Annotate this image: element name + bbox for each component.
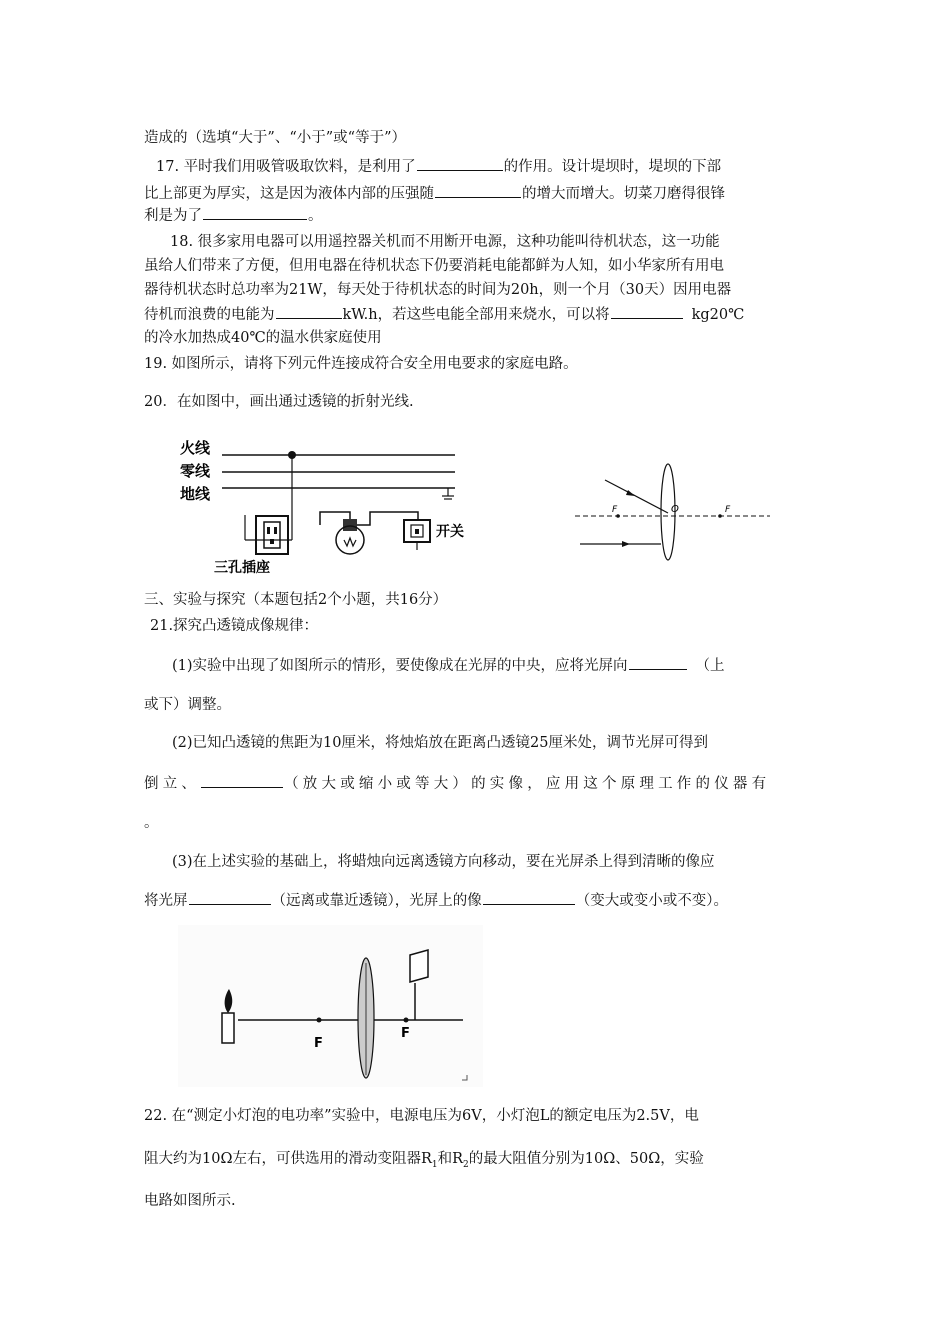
q21-blank-4[interactable]	[483, 890, 575, 905]
neutral-wire-label: 零线	[180, 462, 211, 480]
q21-part3-line-1: (3)在上述实验的基础上，将蜡烛向远离透镜方向移动，要在光屏杀上得到清晰的像应	[172, 854, 715, 870]
q18-text: kW.h，若这些电能全部用来烧水，可以将	[342, 307, 610, 323]
q22-text: 的最大阻值分别为10Ω、50Ω，实验	[468, 1151, 704, 1167]
q17-text: 的作用。设计堤坝时，堤坝的下部	[503, 159, 722, 175]
q21-title: 21.探究凸透镜成像规律：	[150, 618, 319, 634]
q21-part2-line-1: (2)已知凸透镜的焦距为10厘米，将烛焰放在距离凸透镜25厘米处，调节光屏可得到	[172, 735, 708, 751]
q17-text: 利是为了	[144, 208, 202, 224]
q17-blank-3[interactable]	[203, 205, 307, 220]
socket-label: 三孔插座	[214, 560, 270, 576]
q18-line-1: 18. 很多家用电器可以用遥控器关机而不用断开电源，这种功能叫待机状态，这一功能	[170, 234, 720, 250]
q20-text: 20．在如图中，画出通过透镜的折射光线.	[144, 394, 414, 410]
q17-blank-2[interactable]	[435, 183, 521, 198]
bulb-holder	[343, 519, 357, 531]
q18-blank-1[interactable]	[276, 304, 342, 319]
q16-tail: 造成的（选填“大于”、“小于”或“等于”）	[144, 130, 406, 146]
q17-line-3	[144, 205, 323, 226]
q21-part2-line-3: 。	[144, 815, 159, 831]
q21-blank-1[interactable]	[629, 655, 687, 670]
focus-point-right	[404, 1018, 409, 1023]
focus-label-left: F	[314, 1036, 323, 1051]
section-3-heading: 三、实验与探究（本题包括2个小题，共16分）	[144, 592, 448, 608]
q17-text: 。	[308, 208, 323, 224]
q22-line-1: 22. 在“测定小灯泡的电功率”实验中，电源电压为6V，小灯泡L的额定电压为2.5V，电	[144, 1108, 699, 1124]
optical-bench-figure	[178, 925, 483, 1087]
q22-text: 和R	[437, 1151, 464, 1167]
focus-point-right	[718, 514, 722, 518]
q19-text: 19. 如图所示，请将下列元件连接成符合安全用电要求的家庭电路。	[144, 356, 578, 372]
q21-text: (1)实验中出现了如图所示的情形，要使像成在光屏的中央，应将光屏向	[172, 658, 628, 674]
light-screen-icon	[410, 950, 428, 982]
socket-hole	[270, 539, 274, 544]
q22-line-2	[144, 1149, 704, 1175]
q17-text: 17. 平时我们用吸管吸取饮料，是利用了	[156, 159, 416, 175]
ray-arrow	[622, 541, 630, 547]
q21-text: 将光屏	[144, 893, 188, 909]
subscript-2: 2	[463, 1159, 469, 1170]
q17-text: 比上部更为厚实，这是因为液体内部的压强随	[144, 186, 434, 202]
q21-part2-line-2	[144, 773, 770, 794]
focus-label-right: F	[401, 1026, 410, 1041]
q18-line-3: 器待机状态时总功率为21W，每天处于待机状态的时间为20h，则一个月（30天）因用电器	[144, 282, 732, 298]
lens-refraction-figure	[575, 460, 775, 570]
q21-part1-line-1	[172, 655, 725, 676]
q21-blank-3[interactable]	[189, 890, 271, 905]
socket-hole	[274, 527, 277, 534]
household-circuit-figure	[170, 430, 470, 580]
q18-line-2: 虽给人们带来了方便，但用电器在待机状态下仍要消耗电能都鲜为人知，如小华家所有用电	[144, 258, 724, 274]
q21-part1-line-2: 或下）调整。	[144, 697, 231, 713]
q17-blank-1[interactable]	[417, 156, 503, 171]
figure-background	[178, 925, 483, 1087]
q21-text: 倒立、	[144, 776, 201, 792]
q21-text: （上	[695, 658, 725, 674]
q17-text: 的增大而增大。切菜刀磨得很锋	[522, 186, 725, 202]
q18-line-4	[144, 304, 744, 325]
live-wire-label: 火线	[180, 439, 211, 457]
switch-wire	[357, 512, 418, 525]
q21-part3-line-2	[144, 890, 728, 911]
switch-toggle	[415, 529, 419, 534]
q22-text: 阻大约为10Ω左右，可供选用的滑动变阻器R	[144, 1151, 432, 1167]
subscript-1: 1	[431, 1159, 438, 1170]
switch-label: 开关	[436, 524, 464, 540]
socket-hole	[267, 527, 270, 534]
socket-face	[264, 522, 280, 548]
q21-text: （变大或变小或不变）。	[575, 893, 728, 909]
q21-text: （放大或缩小或等大）的实像，应用这个原理工作的仪器有	[284, 776, 771, 792]
q18-text: kg20℃	[691, 307, 745, 323]
q18-line-5: 的冷水加热成40℃的温水供家庭使用	[144, 330, 382, 346]
optical-center-label: O	[671, 504, 679, 515]
q18-blank-2[interactable]	[611, 304, 683, 319]
q21-text: （远离或靠近透镜），光屏上的像	[271, 893, 482, 909]
ground-wire-label: 地线	[180, 485, 211, 503]
q17-line-2	[144, 183, 725, 204]
q22-line-3: 电路如图所示.	[144, 1193, 236, 1209]
focus-label-left: F	[612, 505, 618, 515]
q17-line-1	[156, 156, 721, 177]
q21-blank-2[interactable]	[201, 773, 283, 788]
q18-text: 待机而浪费的电能为	[144, 307, 275, 323]
focus-label-right: F	[725, 505, 731, 515]
bulb-filament	[344, 538, 356, 546]
focus-point-left	[317, 1018, 322, 1023]
candle-icon	[222, 1013, 234, 1043]
ray-arrow	[626, 490, 635, 496]
